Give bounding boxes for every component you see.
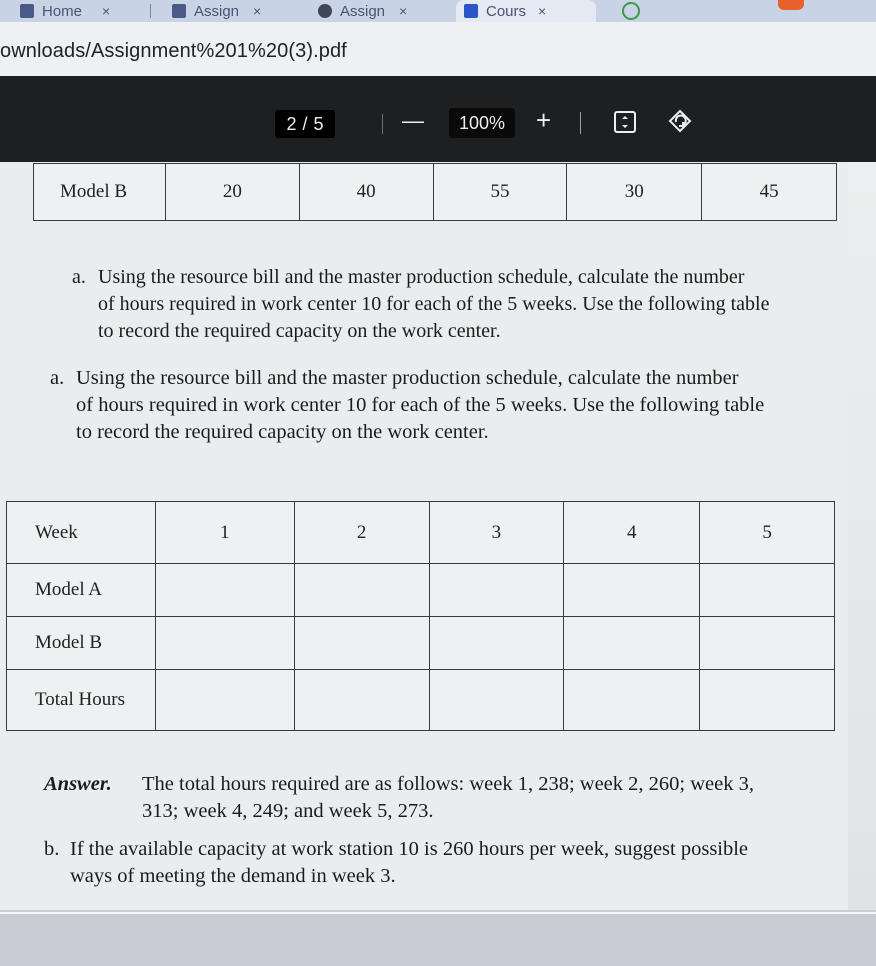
table-header-week: Week <box>7 502 156 564</box>
table-header-cell: 4 <box>564 502 700 564</box>
table-cell: 40 <box>299 164 433 221</box>
question-line: of hours required in work center 10 for each of the 5 weeks. Use the following table <box>98 293 770 315</box>
tab-label: Cours <box>486 2 527 20</box>
close-tab-icon[interactable]: × <box>253 3 262 19</box>
tab-label: Assign <box>194 2 240 20</box>
rotate-icon[interactable] <box>666 107 694 140</box>
question-line: If the available capacity at work station 10 is 260 hours per week, suggest possible <box>70 838 749 860</box>
answer-paragraph <box>44 771 844 827</box>
url-text[interactable]: ownloads/Assignment%201%20(3).pdf <box>0 40 347 62</box>
browser-tab-strip <box>0 0 876 22</box>
table-cell <box>564 670 700 731</box>
table-cell <box>700 670 835 731</box>
question-line: to record the required capacity on the work center. <box>98 320 501 342</box>
question-a-first <box>72 264 842 348</box>
table-cell <box>294 670 429 731</box>
table-header-cell: 5 <box>700 502 835 564</box>
profile-icon[interactable] <box>778 0 804 10</box>
table-cell <box>155 564 294 617</box>
answer-label: Answer. <box>44 773 112 795</box>
table-row <box>34 164 837 221</box>
tab-favicon-icon <box>622 2 640 20</box>
table-header-cell: 2 <box>294 502 429 564</box>
question-label: b. <box>44 838 60 860</box>
page-separator: / <box>302 113 308 134</box>
question-label: a. <box>72 266 86 288</box>
table-cell: 30 <box>567 164 702 221</box>
table-header-row <box>7 502 835 564</box>
page-edge <box>0 912 876 914</box>
table-cell: 20 <box>165 164 299 221</box>
table-cell <box>429 564 564 617</box>
production-schedule-table <box>33 163 837 221</box>
tab-label: Home <box>42 2 83 20</box>
page-number-field[interactable] <box>275 110 335 138</box>
table-cell <box>700 617 835 670</box>
tab-label: Assign <box>340 2 386 20</box>
browser-tab-assign-1[interactable] <box>172 0 261 22</box>
zoom-in-button[interactable]: + <box>536 105 552 135</box>
table-row-label: Model A <box>7 564 156 617</box>
answer-line: 313; week 4, 249; and week 5, 273. <box>142 800 434 822</box>
tab-favicon-icon <box>172 4 186 18</box>
question-label: a. <box>50 367 65 389</box>
answer-line: The total hours required are as follows: week 1, 238; week 2, 260; week 3, <box>142 773 754 795</box>
tab-favicon-icon <box>464 4 478 18</box>
close-tab-icon[interactable]: × <box>399 3 408 19</box>
address-bar[interactable] <box>0 22 876 76</box>
question-line: Using the resource bill and the master production schedule, calculate the number <box>76 367 739 389</box>
table-cell: 45 <box>702 164 837 221</box>
browser-tab-home[interactable] <box>20 0 110 22</box>
toolbar-divider <box>580 112 581 134</box>
close-tab-icon[interactable]: × <box>102 3 111 19</box>
zoom-out-button[interactable]: — <box>402 108 424 133</box>
table-cell <box>700 564 835 617</box>
browser-tab-assign-2[interactable] <box>318 0 407 22</box>
tab-favicon-icon <box>318 4 332 18</box>
browser-tab-course[interactable] <box>456 0 596 22</box>
table-cell <box>155 617 294 670</box>
toolbar-divider <box>382 114 383 134</box>
table-cell <box>429 670 564 731</box>
required-capacity-table <box>6 501 835 731</box>
table-cell: 55 <box>433 164 567 221</box>
page-gap <box>0 910 876 966</box>
table-cell <box>294 564 429 617</box>
table-header-cell: 1 <box>155 502 294 564</box>
tab-favicon-icon <box>20 4 34 18</box>
table-cell <box>564 564 700 617</box>
table-row-label: Model B <box>7 617 156 670</box>
table-row-label: Total Hours <box>7 670 156 731</box>
question-line: to record the required capacity on the work center. <box>76 421 489 443</box>
table-row-label: Model B <box>34 164 166 221</box>
table-cell <box>429 617 564 670</box>
table-row <box>7 617 835 670</box>
question-line: Using the resource bill and the master production schedule, calculate the number <box>98 266 745 288</box>
fit-page-icon[interactable] <box>613 110 637 139</box>
question-line: ways of meeting the demand in week 3. <box>70 865 396 887</box>
tab-divider <box>150 4 151 18</box>
page-total: 5 <box>313 113 324 134</box>
table-cell <box>564 617 700 670</box>
table-cell <box>155 670 294 731</box>
table-header-cell: 3 <box>429 502 564 564</box>
question-a-second <box>50 365 840 449</box>
question-b <box>44 836 844 892</box>
question-line: of hours required in work center 10 for each of the 5 weeks. Use the following table <box>76 394 765 416</box>
page-current[interactable]: 2 <box>286 113 297 134</box>
pdf-toolbar <box>0 76 876 162</box>
zoom-level-field[interactable]: 100% <box>449 108 515 138</box>
table-row <box>7 564 835 617</box>
table-cell <box>294 617 429 670</box>
table-row <box>7 670 835 731</box>
close-tab-icon[interactable]: × <box>538 3 547 19</box>
